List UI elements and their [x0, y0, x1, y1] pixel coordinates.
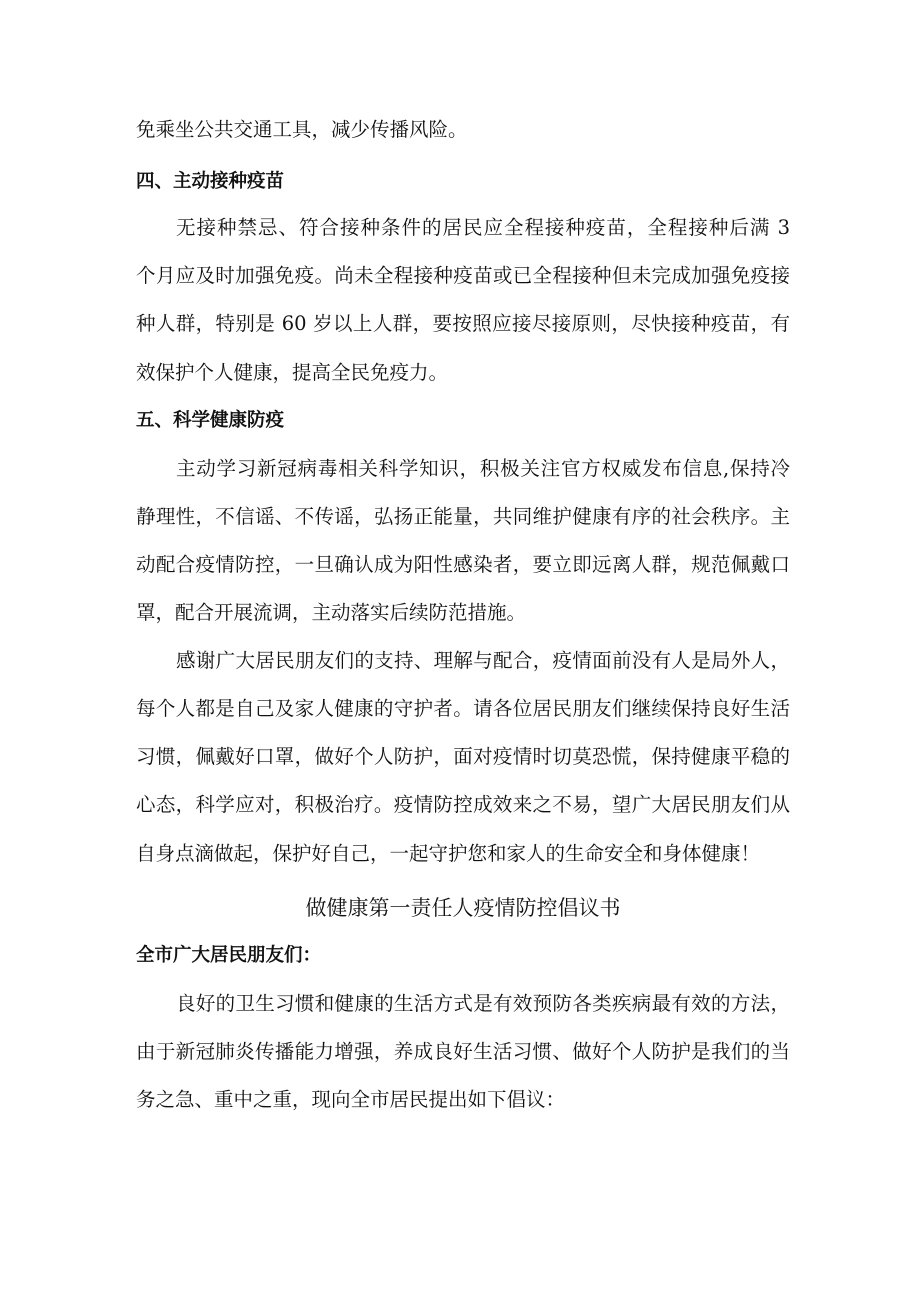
paragraph-line: 个月应及时加强免疫。尚未全程接种疫苗或已全程接种但未完成加强免疫接 — [136, 264, 790, 287]
paragraph-line: 静理性，不信谣、不传谣，弘扬正能量，共同维护健康有序的社会秩序。主 — [136, 505, 790, 528]
paragraph-line: 主动学习新冠病毒相关科学知识，积极关注官方权威发布信息,保持冷 — [176, 457, 790, 480]
paragraph-line: 习惯，佩戴好口罩，做好个人防护，面对疫情时切莫恐慌，保持健康平稳的 — [136, 745, 790, 768]
paragraph-line: 动配合疫情防控，一旦确认成为阳性感染者，要立即远离人群，规范佩戴口 — [136, 553, 790, 576]
document-title: 做健康第一责任人疫情防控倡议书 — [305, 896, 621, 920]
paragraph-line: 种人群，特别是 60 岁以上人群，要按照应接尽接原则，尽快接种疫苗，有 — [136, 312, 790, 335]
paragraph-line: 务之急、重中之重，现向全市居民提出如下倡议： — [136, 1088, 566, 1111]
paragraph-line: 罩，配合开展流调，主动落实后续防范措施。 — [136, 601, 527, 624]
paragraph-line: 由于新冠肺炎传播能力增强，养成良好生活习惯、做好个人防护是我们的当 — [136, 1040, 790, 1063]
paragraph-line: 自身点滴做起，保护好自己，一起守护您和家人的生命安全和身体健康！ — [136, 842, 761, 865]
paragraph-line: 良好的卫生习惯和健康的生活方式是有效预防各类疾病最有效的方法， — [176, 992, 790, 1015]
section-heading-5: 五、科学健康防疫 — [136, 410, 285, 431]
paragraph-line: 心态，科学应对，积极治疗。疫情防控成效来之不易，望广大居民朋友们从 — [136, 793, 790, 816]
paragraph-line: 无接种禁忌、符合接种条件的居民应全程接种疫苗，全程接种后满 3 — [176, 216, 790, 239]
section-heading-4: 四、主动接种疫苗 — [136, 171, 285, 192]
paragraph-line: 免乘坐公共交通工具，减少传播风险。 — [136, 118, 468, 141]
paragraph-line: 感谢广大居民朋友们的支持、理解与配合，疫情面前没有人是局外人， — [176, 649, 790, 672]
salutation: 全市广大居民朋友们： — [136, 945, 322, 966]
paragraph-line: 每个人都是自己及家人健康的守护者。请各位居民朋友们继续保持良好生活 — [136, 697, 790, 720]
paragraph-line: 效保护个人健康，提高全民免疫力。 — [136, 361, 449, 384]
